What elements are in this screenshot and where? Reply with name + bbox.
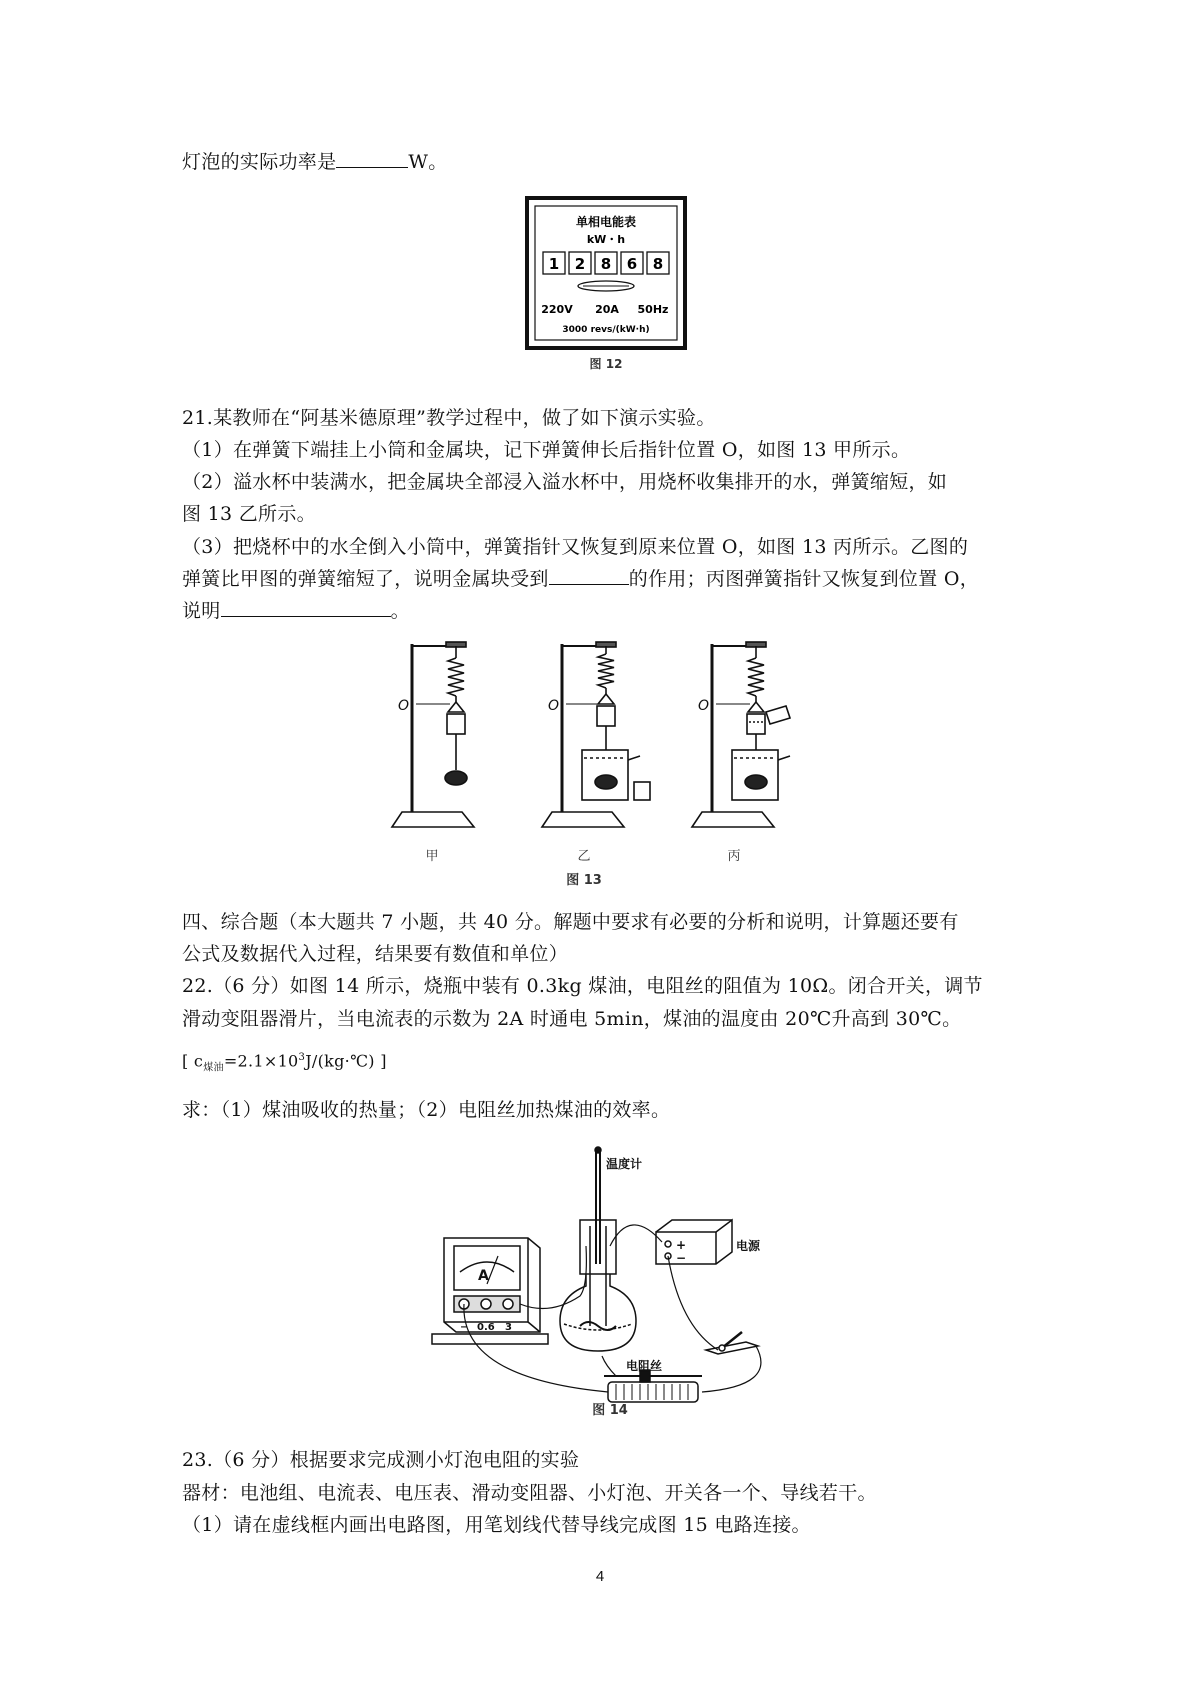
setup-yi <box>542 642 650 827</box>
pointer-label-yi: O <box>548 698 560 714</box>
q20-text-before: 灯泡的实际功率是 <box>182 151 337 173</box>
source-terminal-minus: − <box>676 1251 687 1265</box>
meter-digit: 1 <box>548 255 560 273</box>
section4-line2: 公式及数据代入过程，结果要有数值和单位） <box>182 943 569 965</box>
q21-step3-c <box>182 597 410 625</box>
label-yi: 乙 <box>577 849 591 864</box>
q22-line2: 滑动变阻器滑片，当电流表的示数为 2A 时通电 5min，煤油的温度由 20℃升高到 30℃。 <box>182 1008 962 1030</box>
setup-jia <box>392 642 474 827</box>
q21-step3-b-text1: 弹簧比甲图的弹簧缩短了，说明金属块受到 <box>182 568 549 590</box>
ammeter-terminal-06: 0.6 <box>477 1322 495 1333</box>
q21-step3-a: （3）把烧杯中的水全倒入小筒中，弹簧指针又恢复到原来位置 O，如图 13 丙所示。乙图的 <box>182 536 969 558</box>
flask-with-thermometer <box>560 1147 636 1351</box>
ammeter-symbol: A <box>478 1268 489 1284</box>
pointer-label-bing: O <box>698 698 710 714</box>
thermometer-label: 温度计 <box>606 1157 643 1171</box>
figure-13-spring-experiment <box>384 632 824 894</box>
ammeter-terminal-neg: − <box>460 1322 469 1333</box>
q21-step3-c-text2: 。 <box>390 600 410 622</box>
q21-step1: （1）在弹簧下端挂上小筒和金属块，记下弹簧伸长后指针位置 O，如图 13 甲所示。 <box>182 439 911 461</box>
setup-bing <box>692 642 790 827</box>
figure-12-energy-meter <box>525 196 687 371</box>
q20-tail-line <box>182 148 448 176</box>
q20-text-after: W。 <box>408 151 448 173</box>
q21-step3-b <box>182 565 979 593</box>
meter-digit: 6 <box>626 255 638 273</box>
q21-intro: 21.某教师在“阿基米德原理”教学过程中，做了如下演示实验。 <box>182 407 716 429</box>
answer-blank-force[interactable] <box>549 566 629 585</box>
q22-formula-value: =2.1×10 <box>223 1051 299 1071</box>
q23-line3: （1）请在虚线框内画出电路图，用笔划线代替导线完成图 15 电路连接。 <box>182 1514 811 1536</box>
q21-step2-a: （2）溢水杯中装满水，把金属块全部浸入溢水杯中，用烧杯收集排开的水，弹簧缩短，如 <box>182 471 948 493</box>
section4-line1: 四、综合题（本大题共 7 小题，共 40 分。解题中要求有必要的分析和说明，计算题还要有 <box>182 911 959 933</box>
q21-step3-c-text1: 说明 <box>182 600 221 622</box>
meter-title: 单相电能表 <box>575 215 637 229</box>
q22-formula <box>182 1044 387 1083</box>
figure-14-circuit <box>430 1146 790 1418</box>
q22-formula-sub: 煤油 <box>203 1062 224 1074</box>
meter-digit: 8 <box>652 255 664 273</box>
answer-blank-power[interactable] <box>336 149 408 168</box>
q22-formula-open: [ c <box>182 1051 204 1071</box>
q22-ask: 求：（1）煤油吸收的热量；（2）电阻丝加热煤油的效率。 <box>182 1099 671 1121</box>
page-number: 4 <box>595 1568 605 1585</box>
rheostat <box>604 1370 702 1402</box>
power-source <box>656 1220 732 1264</box>
meter-unit: kW・h <box>586 233 626 246</box>
q22-formula-unit: J/(kg·℃) ] <box>305 1051 387 1071</box>
meter-digit: 2 <box>574 255 586 273</box>
q23-line2: 器材：电池组、电流表、电压表、滑动变阻器、小灯泡、开关各一个、导线若干。 <box>182 1482 877 1504</box>
switch <box>706 1332 758 1354</box>
label-jia: 甲 <box>425 849 439 864</box>
meter-digit-boxes <box>543 252 669 274</box>
answer-blank-explanation[interactable] <box>221 598 391 617</box>
resistor-label: 电阻丝 <box>626 1359 663 1373</box>
source-terminal-plus: + <box>676 1238 687 1252</box>
label-bing: 丙 <box>727 849 741 864</box>
figure-13-caption: 图 13 <box>566 873 602 888</box>
q21-step3-b-text2: 的作用；丙图弹簧指针又恢复到位置 O， <box>628 568 980 590</box>
pointer-label-jia: O <box>398 698 410 714</box>
ammeter-terminal-3: 3 <box>505 1322 512 1333</box>
meter-spec-frequency: 50Hz <box>637 303 669 316</box>
source-label: 电源 <box>736 1239 761 1253</box>
meter-spec-voltage: 220V <box>541 303 573 316</box>
meter-spec-current: 20A <box>595 303 619 316</box>
q21-step2-b: 图 13 乙所示。 <box>182 503 316 525</box>
figure-12-caption: 图 12 <box>589 357 623 371</box>
q22-formula-exponent: 3 <box>298 1052 306 1063</box>
meter-revs: 3000 revs/(kW·h) <box>562 325 650 335</box>
q22-line1: 22.（6 分）如图 14 所示，烧瓶中装有 0.3kg 煤油，电阻丝的阻值为 10Ω。闭合开关，调节 <box>182 975 983 997</box>
meter-digit: 8 <box>600 255 612 273</box>
figure-14-caption: 图 14 <box>592 1403 628 1418</box>
q23-line1: 23.（6 分）根据要求完成测小灯泡电阻的实验 <box>182 1449 580 1471</box>
